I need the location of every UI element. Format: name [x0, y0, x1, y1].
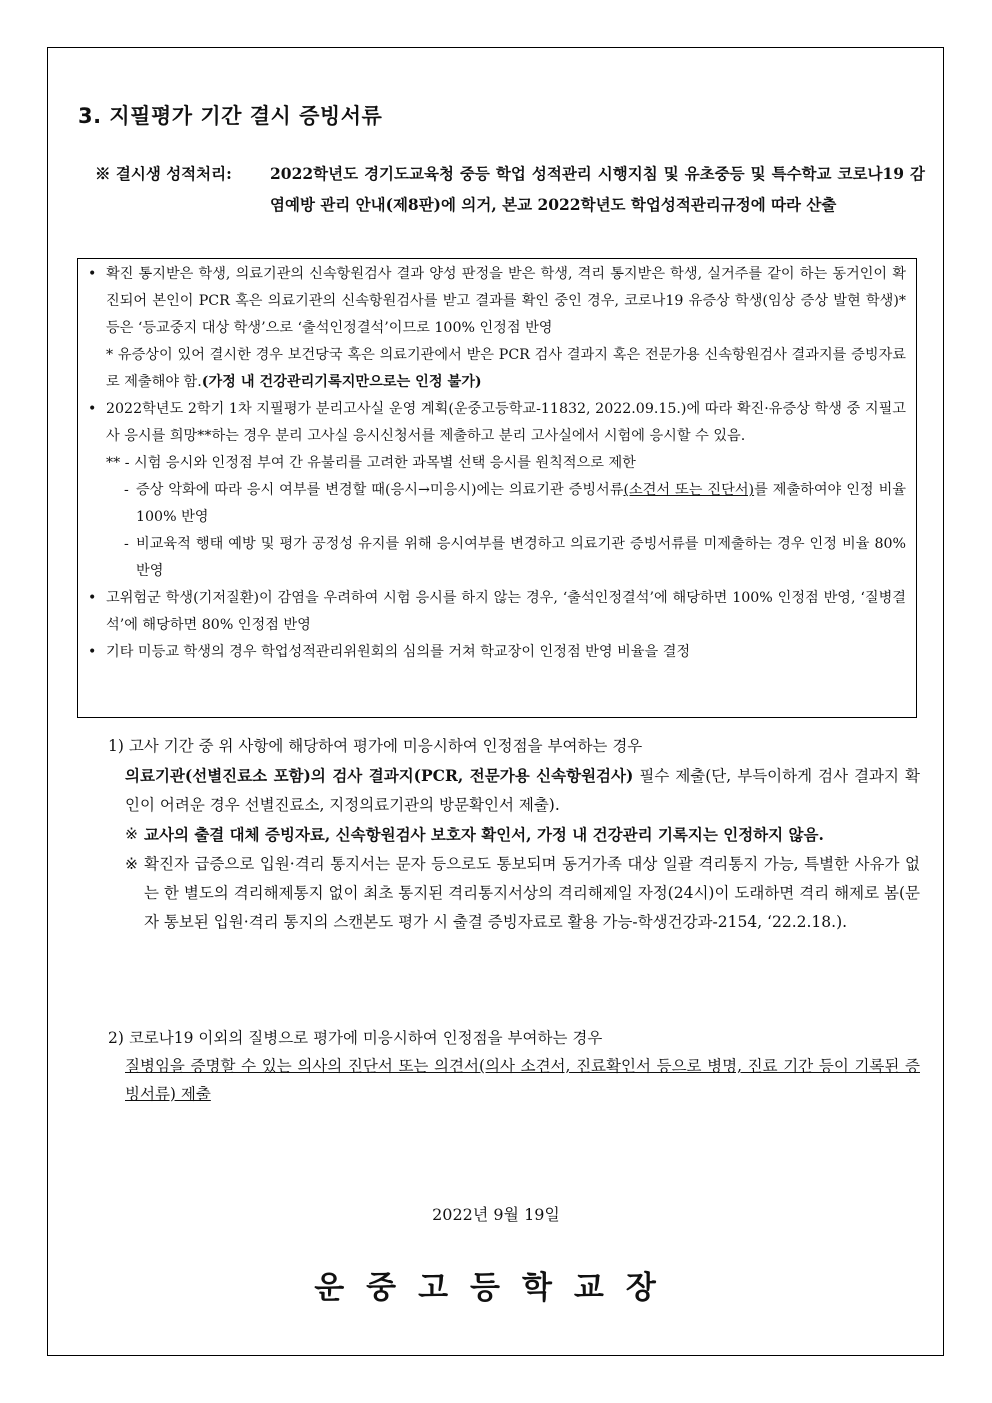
rule-unfair-change: - 비교육적 행태 예방 및 평가 공정성 유지를 위해 응시여부를 변경하고 의료기관 증빙서류를 미제출하는 경우 인정 비율 80% 반영: [88, 531, 906, 585]
section-1-reference-2: ※ 확진자 급증으로 입원·격리 통지서는 문자 등으로도 통보되며 동거가족 대상 일괄 격리통지 가능, 특별한 사유가 없는 한 별도의 격리해제통지 없이 최초 통지된 격리통지서상의 격리해제일 자정(24시)이 도래하면 격리 해제로 봄(문자 통보된 입원·격리 통지의 스캔본도 평가 시 출결 증빙자료로 활용 가능-학생건강과-2154, ‘22.2.18.).: [108, 850, 920, 937]
principal-signature: 운중고등학교장: [314, 1270, 678, 1306]
rule-worsening-symptoms: [88, 477, 906, 531]
bullet-symptom-note: [88, 342, 906, 396]
section-1-body-plain: 필수 제출(단, 부득이하게 검사 결과지 확인이 어려운 경우 선별진료소, 지정의료기관의 방문확인서 제출).: [125, 767, 920, 814]
bullet-high-risk: • 고위험군 학생(기저질환)이 감염을 우려하여 시험 응시를 하지 않는 경우, ‘출석인정결석’에 해당하면 100% 인정점 반영, ‘질병결석’에 해당하면 80% 인정점 반영: [88, 585, 906, 639]
section-2-title: 2) 코로나19 이외의 질병으로 평가에 미응시하여 인정점을 부여하는 경우: [108, 1029, 603, 1047]
section-2-body: 질병임을 증명할 수 있는 의사의 진단서 또는 의견서(의사 소견서, 진료확인서 등으로 병명, 진료 기간 등이 기록된 증빙서류) 제출: [125, 1057, 920, 1103]
rule-worsening-underlined: (소견서 또는 진단서): [623, 482, 755, 498]
section-heading: 3. 지필평가 기간 결시 증빙서류: [78, 104, 383, 128]
grading-note-text: 2022학년도 경기도교육청 중등 학업 성적관리 시행지침 및 유초중등 및 특수학교 코로나19 감염예방 관리 안내(제8판)에 의거, 본교 2022학년도 학업성적관리규정에 따라 산출: [270, 164, 925, 214]
symptom-note-text: * 유증상이 있어 결시한 경우 보건당국 혹은 의료기관에서 받은 PCR 검사 결과지 혹은 전문가용 신속항원검사 결과지를 증빙자료로 제출해야 함.: [106, 347, 906, 390]
rule-worsening-text-a: 증상 악화에 따라 응시 여부를 변경할 때(응시→미응시)에는 의료기관 증빙서류: [136, 482, 624, 498]
symptom-note-bold: (가정 내 건강관리기록지만으로는 인정 불가): [201, 374, 482, 390]
section-1-reference-1: [108, 820, 920, 850]
reference-1-text: 교사의 출결 대체 증빙자료, 신속항원검사 보호자 확인서, 가정 내 건강관리 기록지는 인정하지 않음.: [144, 825, 824, 844]
criteria-box: [77, 258, 917, 718]
section-1-title: 1) 고사 기간 중 위 사항에 해당하여 평가에 미응시하여 인정점을 부여하는 경우: [108, 737, 643, 755]
bullet-separate-room: • 2022학년도 2학기 1차 지필평가 분리고사실 운영 계획(운중고등학교-11832, 2022.09.15.)에 따라 확진·유증상 학생 중 지필고사 응시를 희망**하는 경우 분리 고사실 응시신청서를 제출하고 분리 고사실에서 시험에 응시할 수 있음.: [88, 396, 906, 450]
rule-worsening-text-b: 를 제출하여야 인정 비율 100% 반영: [136, 482, 906, 525]
section-1: [108, 732, 920, 937]
section-1-body: [108, 761, 920, 820]
bullet-confirmed-cases: • 확진 통지받은 학생, 의료기관의 신속항원검사 결과 양성 판정을 받은 학생, 격리 통지받은 학생, 실거주를 같이 하는 동거인이 확진되어 본인이 PCR 혹은 의료기관의 신속항원검사를 받고 결과를 확인 중인 경우, 코로나19 유증상 학생(임상 증상 발현 학생)* 등은 ‘등교중지 대상 학생’으로 ‘출석인정결석’이므로 100% 인정점 반영: [88, 261, 906, 342]
bullet-other: • 기타 미등교 학생의 경우 학업성적관리위원회의 심의를 거쳐 학교장이 인정점 반영 비율을 결정: [88, 639, 906, 666]
grading-note: [95, 158, 925, 220]
section-2: [108, 1024, 920, 1108]
document-date: 2022년 9월 19일: [432, 1205, 560, 1224]
grading-note-label: ※ 결시생 성적처리:: [95, 164, 232, 183]
separate-room-rule: ** - 시험 응시와 인정점 부여 간 유불리를 고려한 과목별 선택 응시를 원칙적으로 제한: [106, 455, 636, 471]
section-1-body-bold: 의료기관(선별진료소 포함)의 검사 결과지(PCR, 전문가용 신속항원검사): [125, 766, 634, 785]
